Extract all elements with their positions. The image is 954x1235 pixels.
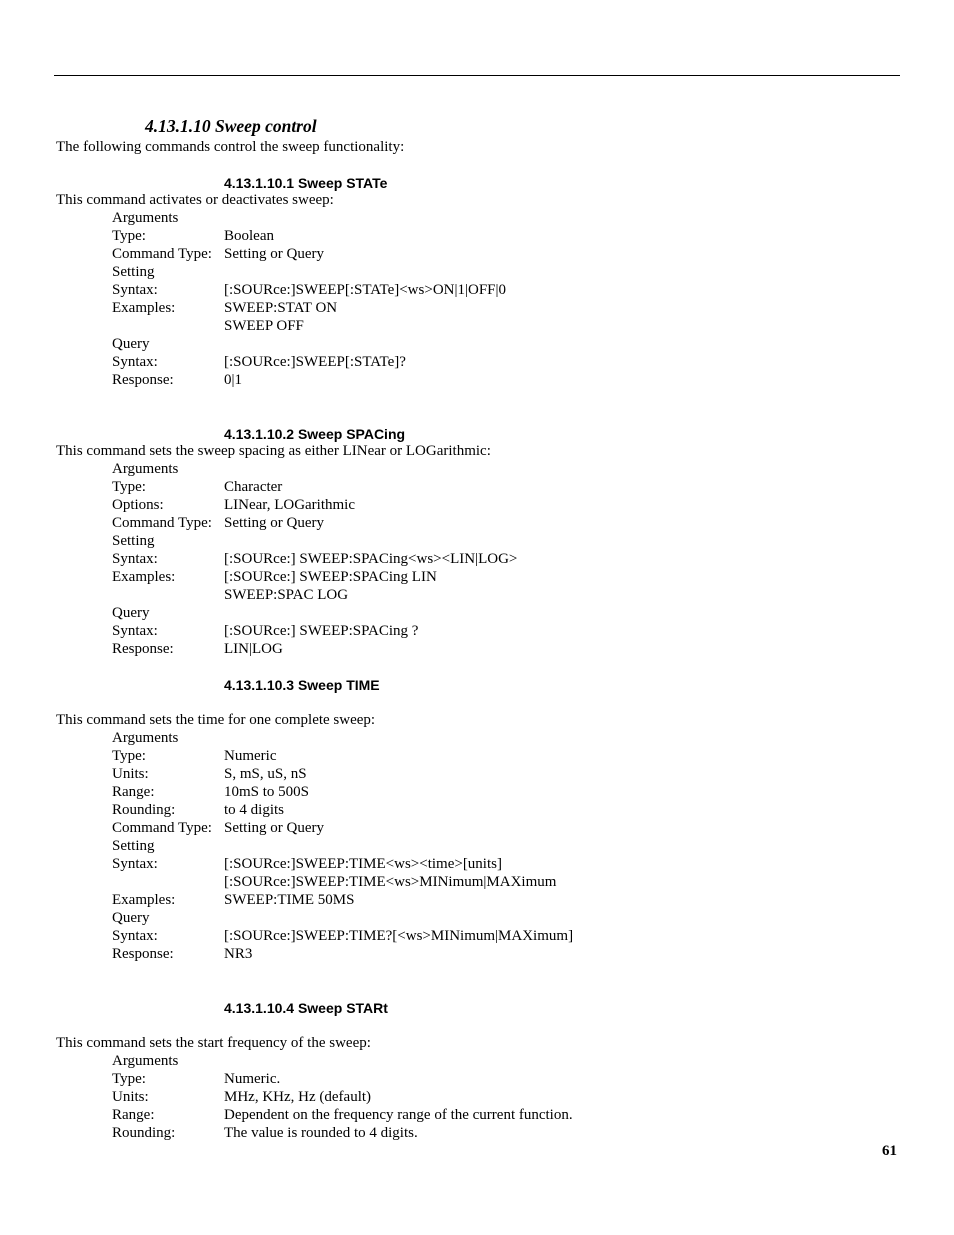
spec-label: Range:	[112, 784, 155, 800]
spec-value: [:SOURce:]SWEEP:TIME<ws><time>[units]	[224, 856, 502, 872]
spec-label: Setting	[112, 264, 155, 280]
subsection-desc-sweep-state: This command activates or deactivates sweep:	[56, 192, 334, 208]
page-number: 61	[882, 1143, 897, 1159]
spec-label: Response:	[112, 641, 174, 657]
spec-value: [:SOURce:]SWEEP[:STATe]<ws>ON|1|OFF|0	[224, 282, 507, 298]
spec-value: The value is rounded to 4 digits.	[224, 1125, 418, 1141]
spec-value: [:SOURce:]SWEEP:TIME?[<ws>MINimum|MAXimum]	[224, 928, 574, 944]
subsection-title-sweep-start: 4.13.1.10.4 Sweep STARt	[224, 1000, 388, 1016]
spec-label: Examples:	[112, 300, 176, 316]
spec-label: Arguments	[112, 461, 179, 477]
spec-label: Response:	[112, 372, 174, 388]
spec-value: SWEEP OFF	[224, 318, 304, 334]
spec-value: [:SOURce:] SWEEP:SPACing LIN	[224, 569, 437, 585]
spec-label: Type:	[112, 1071, 146, 1087]
spec-value: [:SOURce:] SWEEP:SPACing ?	[224, 623, 419, 639]
spec-label: Units:	[112, 766, 149, 782]
spec-value: SWEEP:TIME 50MS	[224, 892, 355, 908]
spec-value: Setting or Query	[224, 515, 324, 531]
spec-label: Examples:	[112, 569, 176, 585]
spec-value: to 4 digits	[224, 802, 285, 818]
spec-label: Examples:	[112, 892, 176, 908]
subsection-desc-sweep-start: This command sets the start frequency of the sweep:	[56, 1035, 371, 1051]
spec-value: MHz, KHz, Hz (default)	[224, 1089, 372, 1105]
spec-label: Syntax:	[112, 282, 158, 298]
spec-label: Type:	[112, 748, 146, 764]
spec-value: LINear, LOGarithmic	[224, 497, 356, 513]
spec-label: Arguments	[112, 210, 179, 226]
spec-value: Character	[224, 479, 283, 495]
spec-value: 0|1	[224, 372, 243, 388]
subsection-title-sweep-spacing: 4.13.1.10.2 Sweep SPACing	[224, 426, 406, 442]
spec-value: Boolean	[224, 228, 274, 244]
spec-value: [:SOURce:]SWEEP[:STATe]?	[224, 354, 406, 370]
spec-value: Dependent on the frequency range of the current function.	[224, 1107, 573, 1123]
spec-label: Arguments	[112, 1053, 179, 1069]
spec-label: Command Type:	[112, 820, 212, 836]
spec-value: Numeric	[224, 748, 277, 764]
spec-label: Syntax:	[112, 354, 158, 370]
spec-label: Syntax:	[112, 856, 158, 872]
spec-label: Type:	[112, 479, 146, 495]
spec-label: Units:	[112, 1089, 149, 1105]
spec-label: Syntax:	[112, 623, 158, 639]
spec-label: Command Type:	[112, 246, 212, 262]
spec-value: SWEEP:STAT ON	[224, 300, 338, 316]
spec-label: Syntax:	[112, 928, 158, 944]
spec-label: Response:	[112, 946, 174, 962]
spec-value: [:SOURce:] SWEEP:SPACing<ws><LIN|LOG>	[224, 551, 518, 567]
spec-label: Command Type:	[112, 515, 212, 531]
section-heading: 4.13.1.10 Sweep control	[145, 116, 317, 136]
spec-label: Setting	[112, 838, 155, 854]
spec-label: Syntax:	[112, 551, 158, 567]
spec-value: [:SOURce:]SWEEP:TIME<ws>MINimum|MAXimum	[224, 874, 557, 890]
spec-value: SWEEP:SPAC LOG	[224, 587, 349, 603]
spec-value: Numeric.	[224, 1071, 281, 1087]
subsection-title-sweep-time: 4.13.1.10.3 Sweep TIME	[224, 677, 380, 693]
spec-value: NR3	[224, 946, 253, 962]
spec-value: Setting or Query	[224, 820, 324, 836]
section-intro: The following commands control the sweep functionality:	[56, 139, 405, 155]
spec-label: Rounding:	[112, 1125, 176, 1141]
spec-label: Type:	[112, 228, 146, 244]
subsection-desc-sweep-time: This command sets the time for one complete sweep:	[56, 712, 376, 728]
spec-value: S, mS, uS, nS	[224, 766, 307, 782]
subsection-title-sweep-state: 4.13.1.10.1 Sweep STATe	[224, 175, 388, 191]
spec-label: Query	[112, 605, 150, 621]
spec-label: Rounding:	[112, 802, 176, 818]
spec-value: Setting or Query	[224, 246, 324, 262]
spec-label: Range:	[112, 1107, 155, 1123]
spec-value: 10mS to 500S	[224, 784, 310, 800]
spec-label: Arguments	[112, 730, 179, 746]
subsection-desc-sweep-spacing: This command sets the sweep spacing as either LINear or LOGarithmic:	[56, 443, 491, 459]
spec-label: Options:	[112, 497, 164, 513]
spec-label: Query	[112, 336, 150, 352]
spec-value: LIN|LOG	[224, 641, 283, 657]
spec-label: Query	[112, 910, 150, 926]
header-rule	[54, 75, 900, 76]
spec-label: Setting	[112, 533, 155, 549]
